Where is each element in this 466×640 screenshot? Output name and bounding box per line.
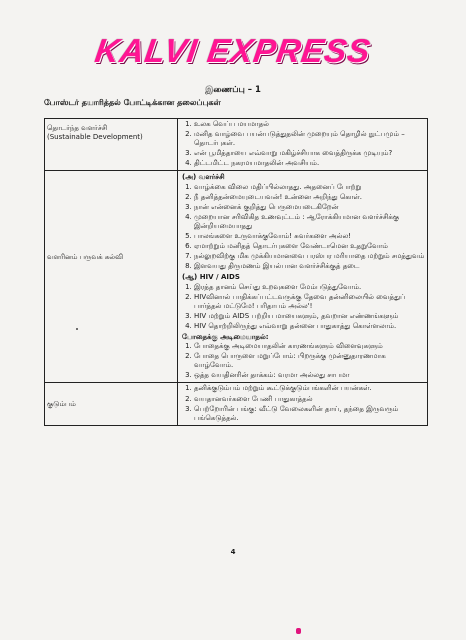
category-label: வளரினம் பருவக் கல்வி [47, 252, 124, 261]
page-subtitle: போஸ்டர் தயாரித்தல் போட்டிக்கான தலைப்புகள் [44, 98, 221, 107]
table-row-family [45, 383, 428, 425]
list-item: 3. நான் என்னைக் குறித்து பெருமையடைகிறேன் [194, 203, 425, 213]
list-item: 1. தனிக்குடும்பம் மற்றும் கூட்டுக்குடும்பங்களின் பயன்கள். [194, 384, 425, 394]
list-item: 5. பாலங்களை உருவாக்குவோம்! சுவர்களை அல்ல! [194, 232, 425, 242]
category-label-tamil: தொடர்ந்த வளர்ச்சி [47, 124, 108, 132]
category-cell [45, 171, 178, 383]
section-heading-addiction: போதைக்கு அடிமையாதல்: [182, 332, 269, 341]
list-item: 1. வாழ்க்கை விலை மதிப்பில்லாதது. அதனைப் போற்று [194, 183, 425, 193]
topics-cell [178, 171, 428, 383]
table-row-adolescence [45, 171, 428, 383]
category-cell [45, 119, 178, 171]
list-item: 3. HIV மற்றும் AIDS பற்றிய மாயைகளும், தவறான எண்ணங்களும் [194, 312, 425, 322]
topics-cell [178, 119, 428, 171]
category-cell [45, 383, 178, 425]
section-heading-growth: (அ) வளர்ச்சி [182, 173, 225, 182]
list-item: 6. ஏமாற்றும் மனிதத் தொடர்புகளை வேண்டாமென உதறுவோம் [194, 242, 425, 252]
ink-mark [296, 628, 301, 634]
table-row-sustainable [45, 119, 428, 171]
list-item: 2. HIVவினால் பாதிக்கப்பட்டவருக்கு தேவை தன்னிலையில் வைத்துப் பார்த்தல் மட்டுமே! பரிதாபம் அல்ல'! [194, 293, 425, 312]
list-item: 4. முறையான சரிவிகித உணவுட்டம் : ஆரோக்கியமான வளர்ச்சிக்கு இன்றியமையாதது [194, 213, 425, 232]
topics-cell [178, 383, 428, 425]
list-item: 1. போதைக்கு அடிமையாதலின் காரணங்களும் விளைவுகளும் [194, 342, 425, 352]
list-item: 2. மனித வாழ்வை பயன்படுத்துதலின் முறையும் தொழில் நுட்பமும் – தொடர்புகள். [194, 130, 425, 149]
list-item: 4. திட்டமிட்ட நகரமயமாதலின் அவசியம். [194, 159, 425, 169]
list-item: 3. ஒத்த வயதினரின் தாக்கம்: வரமா அல்லது சாபமா [194, 371, 425, 381]
list-item: 2. போதை பொருளை மறுப்போம்: பிறருக்கு முன்னுதாரணமாக வாழ்வோம். [194, 352, 425, 371]
section-heading-hiv-aids: (ஆ) HIV / AIDS [182, 273, 240, 282]
list-item: 7. நல்லுறவிற்கு மிக முக்கியமானவை பரஸ்பர மரியாதை மற்றும் சமத்துவம் [194, 252, 425, 262]
category-label: குடும்பம் [47, 399, 76, 408]
list-item: 3. என் பூமித்தாயை எவ்வாறு மகிழ்ச்சியாக வைத்திருக்க முடியும்? [194, 149, 425, 159]
list-item: 2. வயதானவர்களை பேணி பாதுகாத்தல் [194, 395, 425, 405]
list-item: 4. HIV தொற்றிலிருந்து எவ்வாறு தன்னை பாதுகாத்து கொள்ளலாம். [194, 322, 425, 332]
list-item: 1. உலக வெப்ப மயமாதல் [194, 120, 425, 130]
topics-table [44, 118, 428, 426]
list-item: 1. இரத்த தானம் செய்து உறவுகளை மேம்படுத்துவோம். [194, 283, 425, 293]
category-label-english: (Sustainable Development) [47, 133, 143, 142]
list-item: 2. நீ தனித்தன்மையுடையவன்! உன்னை அறிந்து கொள். [194, 193, 425, 203]
page-number: 4 [230, 548, 236, 556]
kalvi-express-logo: KALVI EXPRESS [92, 32, 374, 69]
list-item: 8. இளவயது திருமணம் இயல்பான வளர்ச்சிக்குத் தடை [194, 262, 425, 272]
annex-label: இணைப்பு – 1 [205, 85, 261, 95]
list-item: 3. பெற்றோரின் பங்கு: வீட்டு வேலைகளின் தாய், தந்தை இருவரும் பங்கெடுத்தல். [194, 405, 425, 424]
stray-mark [76, 328, 78, 330]
